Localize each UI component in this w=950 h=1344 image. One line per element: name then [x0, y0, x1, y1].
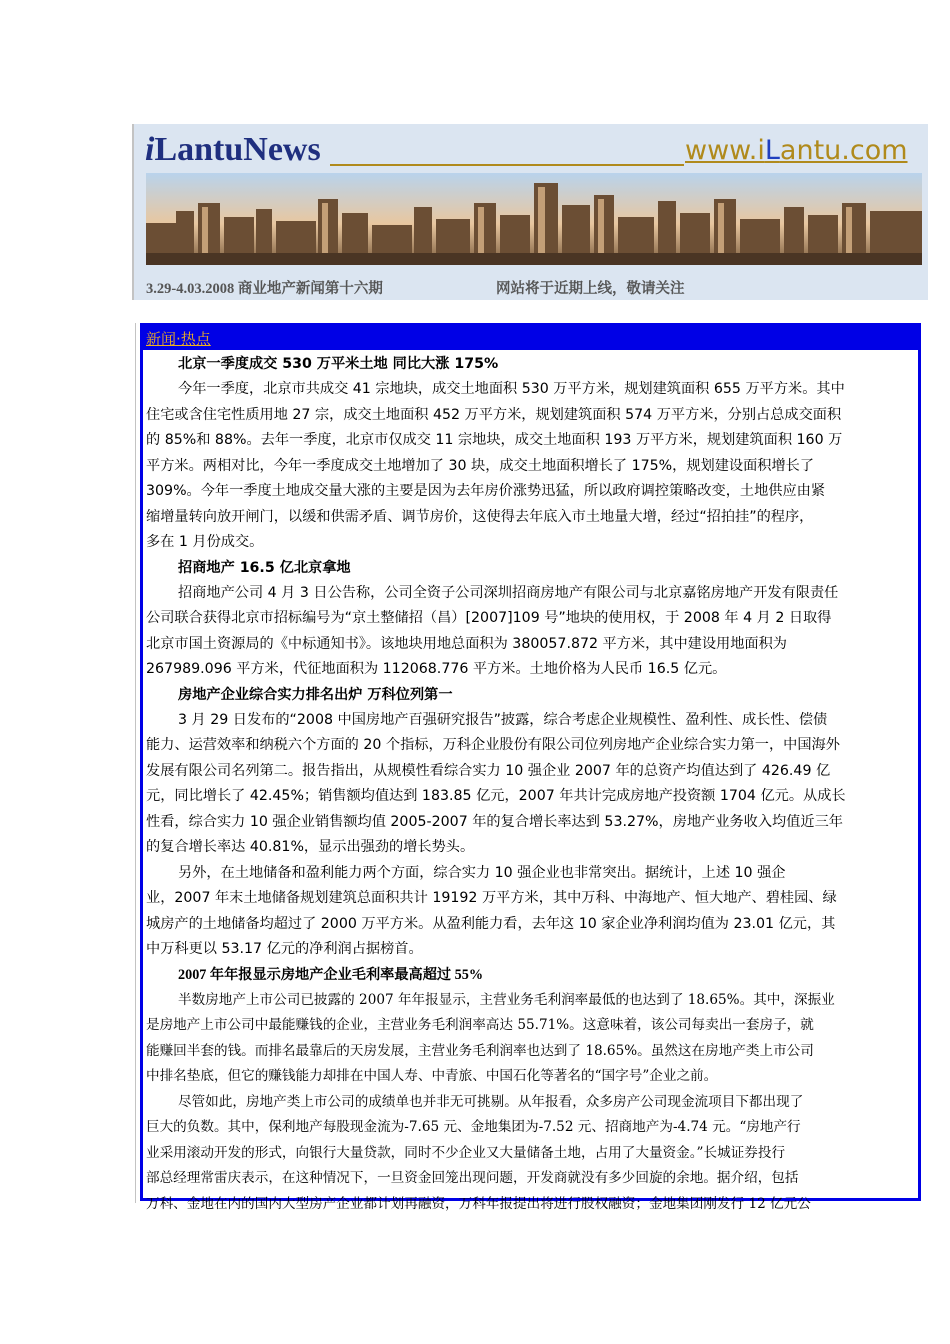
header-left-border	[132, 124, 134, 300]
article-text-line: 267989.096 平方米，代征地面积为 112068.776 平方米。土地价格为人民币 16.5 亿元。	[146, 661, 727, 677]
article-text-line: 缩增量转向放开闸门，以缓和供需矛盾、调节房价，这使得去年底入市土地量大增，经过“招拍挂”的程序，	[146, 508, 814, 525]
news-body	[146, 352, 924, 1217]
brand-underline	[330, 164, 684, 166]
article-text-line: 的 85%和 88%。去年一季度，北京市仅成交 11 宗地块，成交土地面积 193 万平方米，规划建筑面积 160 万	[146, 432, 843, 448]
article-text-line: 是房地产上市公司中最能赚钱的企业，主营业务毛利润率高达 55.71%。这意味着，该公司每卖出一套房子，就	[146, 1017, 814, 1033]
article-text-line: 招商地产公司 4 月 3 日公告称，公司全资子公司深圳招商房地产有限公司与北京嘉铭房地产开发有限责任	[178, 584, 839, 601]
article-text-line: 中万科更以 53.17 亿元的净利润占据榜首。	[146, 941, 423, 957]
article-headline: 北京一季度成交 530 万平米土地 同比大涨 175%	[178, 356, 499, 372]
article-text-line: 的复合增长率达 40.81%，显示出强劲的增长势头。	[146, 839, 475, 855]
article-text-line: 尽管如此，房地产类上市公司的成绩单也并非无可挑剔。从年报看，众多房产公司现金流项目下都出现了	[178, 1093, 804, 1110]
website-link-suffix: antu.com	[779, 135, 908, 166]
brand-logo-i: i	[145, 131, 155, 168]
issue-title: 3.29-4.03.2008 商业地产新闻第十六期	[146, 281, 383, 297]
article-text-line: 另外，在土地储备和盈利能力两个方面，综合实力 10 强企业也非常突出。据统计，上述 10 强企	[178, 864, 786, 881]
brand-logo	[145, 130, 321, 170]
article-text-line: 公司联合获得北京市招标编号为“京土整储招（昌）[2007]109 号”地块的使用权，于 2008 年 4 月 2 日取得	[146, 610, 832, 626]
article-text-line: 309%。今年一季度土地成交量大涨的主要是因为去年房价涨势迅猛，所以政府调控策略改变，土地供应由紧	[146, 483, 826, 499]
section-header-bar	[143, 326, 918, 350]
article-text-line: 能力、运营效率和纳税六个方面的 20 个指标，万科企业股份有限公司位列房地产企业综合实力第一，中国海外	[146, 737, 840, 753]
section-title[interactable]: 新闻·热点	[146, 330, 211, 348]
website-link[interactable]	[685, 134, 908, 168]
article-headline: 招商地产 16.5 亿北京拿地	[178, 559, 351, 576]
article-text-line: 能赚回半套的钱。而排名最靠后的天房发展，主营业务毛利润率也达到了 18.65%。虽然这在房地产类上市公司	[146, 1042, 814, 1059]
article-text-line: 巨大的负数。其中，保利地产每股现金流为-7.65 元、金地集团为-7.52 元、招商地产为-4.74 元。“房地产行	[146, 1119, 801, 1135]
article-headline: 2007 年年报显示房地产企业毛利率最高超过 55%	[178, 966, 484, 983]
website-link-prefix: www.i	[685, 135, 765, 166]
article-text-line: 性看，综合实力 10 强企业销售额均值 2005-2007 年的复合增长率达到 53.27%，房地产业务收入均值近三年	[146, 813, 843, 830]
article-text-line: 北京市国土资源局的《中标通知书》。该地块用地总面积为 380057.872 平方米，其中建设用地面积为	[146, 635, 787, 652]
article-text-line: 住宅或含住宅性质用地 27 宗，成交土地面积 452 万平方米，规划建筑面积 574 万平方米，分别占总成交面积	[146, 406, 842, 423]
article-text-line: 半数房地产上市公司已披露的 2007 年年报显示，主营业务毛利润率最低的也达到了 18.65%。其中，深振业	[178, 991, 835, 1008]
brand-logo-name: LantuNews	[154, 131, 321, 168]
article-text-line: 今年一季度，北京市共成交 41 宗地块，成交土地面积 530 万平方米，规划建筑面积 655 万平方米。其中	[178, 381, 845, 397]
article-text-line: 发展有限公司名列第二。报告指出，从规模性看综合实力 10 强企业 2007 年的总资产均值达到了 426.49 亿	[146, 762, 831, 779]
article-headline: 房地产企业综合实力排名出炉 万科位列第一	[178, 686, 453, 703]
news-section	[140, 323, 921, 1212]
article-text-line: 元，同比增长了 42.45%；销售额均值达到 183.85 亿元，2007 年共计完成房地产投资额 1704 亿元。从成长	[146, 788, 846, 804]
city-skyline-banner	[146, 173, 922, 265]
launch-notice: 网站将于近期上线，敬请关注	[496, 281, 685, 297]
news-left-border	[135, 323, 136, 1203]
article-text-line: 万科、金地在内的国内大型房产企业都计划再融资，万科年报提出将进行股权融资；金地集团刚发行 12 亿元公	[146, 1195, 811, 1212]
article-text-line: 城房产的土地储备均超过了 2000 万平方米。从盈利能力看，去年这 10 家企业净利润均值为 23.01 亿元，其	[146, 915, 836, 932]
website-link-letter: L	[764, 135, 780, 166]
article-text-line: 部总经理常雷庆表示，在这种情况下，一旦资金回笼出现问题，开发商就没有多少回旋的余地。据介绍，包括	[146, 1170, 799, 1186]
article-text-line: 3 月 29 日发布的“2008 中国房地产百强研究报告”披露，综合考虑企业规模性、盈利性、成长性、偿债	[178, 711, 828, 728]
article-text-line: 业，2007 年末土地储备规划建筑总面积共计 19192 万平方米，其中万科、中海地产、恒大地产、碧桂园、绿	[146, 890, 837, 906]
newsletter-header	[132, 124, 928, 300]
article-text-line: 多在 1 月份成交。	[146, 534, 264, 550]
article-text-line: 业采用滚动开发的形式，向银行大量贷款，同时不少企业又大量储备土地，占用了大量资金。”长城证券投行	[146, 1144, 786, 1161]
article-text-line: 中排名垫底，但它的赚钱能力却排在中国人寿、中青旅、中国石化等著名的“国字号”企业之前。	[146, 1068, 718, 1084]
article-text-line: 平方米。两相对比，今年一季度成交土地增加了 30 块，成交土地面积增长了 175%，规划建设面积增长了	[146, 457, 815, 474]
